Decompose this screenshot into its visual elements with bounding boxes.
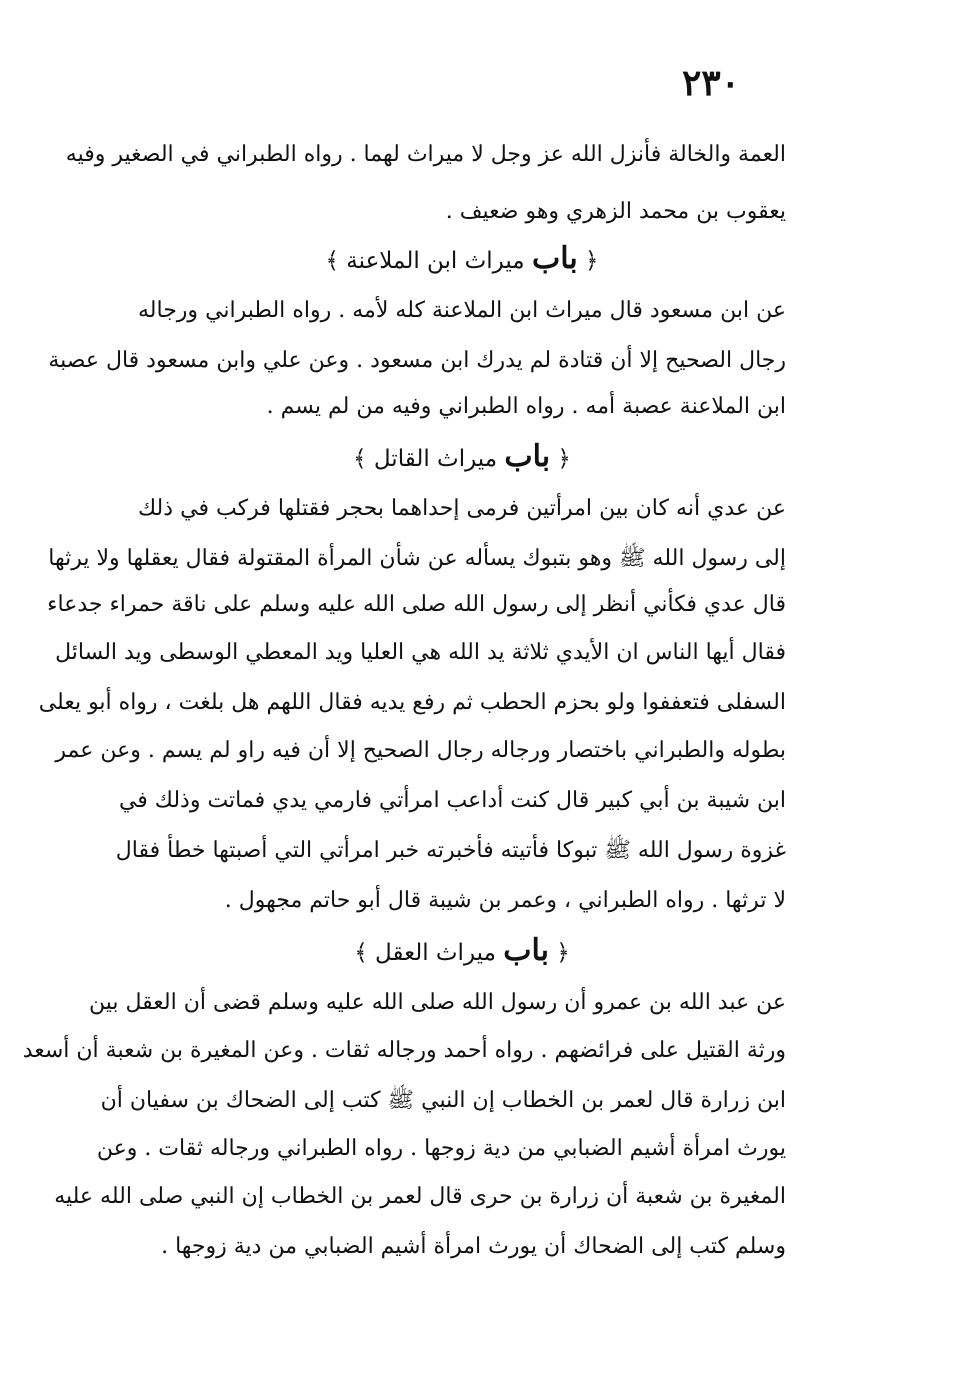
text-line: العمة والخالة فأنزل الله عز وجل لا ميراث لهما . رواه الطبراني في الصغير وفيه <box>65 142 786 167</box>
text-line: السفلى فتعففوا ولو بحزم الحطب ثم رفع يديه فقال اللهم هل بلغت ، رواه أبو يعلى <box>38 690 786 715</box>
text-line: يعقوب بن محمد الزهري وهو ضعيف . <box>445 199 786 224</box>
heading-open-bracket: ﴿ <box>557 446 571 472</box>
text-line: عن عدي أنه كان بين امرأتين فرمى إحداهما بحجر فقتلها فركب في ذلك <box>138 496 786 521</box>
text-line: ابن الملاعنة عصبة أمه . رواه الطبراني وفيه من لم يسم . <box>266 394 786 419</box>
section-heading <box>138 234 786 284</box>
text-line: ابن زرارة قال لعمر بن الخطاب إن النبي ﷺ كتب إلى الضحاك بن سفيان أن <box>100 1088 786 1113</box>
page-number: ٢٣٠ <box>682 62 741 104</box>
text-line: يورث امرأة أشيم الضبابي من دية زوجها . رواه الطبراني ورجاله ثقات . وعن <box>96 1136 786 1161</box>
text-line: عن ابن مسعود قال ميراث ابن الملاعنة كله لأمه . رواه الطبراني ورجاله <box>138 298 786 323</box>
heading-bab: باب <box>504 439 551 474</box>
heading-close-bracket: ﴾ <box>325 248 339 274</box>
section-heading <box>138 432 786 482</box>
text-line: عن عبد الله بن عمرو أن رسول الله صلى الله عليه وسلم قضى أن العقل بين <box>89 990 786 1015</box>
text-line: وسلم كتب إلى الضحاك أن يورث امرأة أشيم الضبابي من دية زوجها . <box>161 1234 786 1259</box>
heading-close-bracket: ﴾ <box>353 446 367 472</box>
text-line: ابن شيبة بن أبي كبير قال كنت أداعب امرأتي فارمي يدي فماتت وذلك في <box>118 788 786 813</box>
text-line: ورثة القتيل على فرائضهم . رواه أحمد ورجاله ثقات . وعن المغيرة بن شعبة أن أسعد <box>22 1038 786 1063</box>
heading-bab: باب <box>531 241 578 276</box>
text-line: المغيرة بن شعبة أن زرارة بن حرى قال لعمر بن الخطاب إن النبي صلى الله عليه <box>54 1184 786 1209</box>
heading-open-bracket: ﴿ <box>585 248 599 274</box>
text-line: لا ترثها . رواه الطبراني ، وعمر بن شيبة قال أبو حاتم مجهول . <box>224 888 786 913</box>
heading-bab: باب <box>503 933 549 968</box>
heading-title: ميراث العقل <box>375 940 496 966</box>
heading-open-bracket: ﴿ <box>556 940 570 966</box>
text-line: غزوة رسول الله ﷺ تبوكا فأتيته فأخبرته خبر امرأتي التي أصبتها خطأ فقال <box>115 838 786 863</box>
text-line: إلى رسول الله ﷺ وهو بتبوك يسأله عن شأن المرأة المقتولة فقال يعقلها ولا يرثها <box>48 546 786 571</box>
heading-close-bracket: ﴾ <box>354 940 368 966</box>
section-heading <box>138 926 786 976</box>
text-line: بطوله والطبراني باختصار ورجاله رجال الصحيح إلا أن فيه راو لم يسم . وعن عمر <box>55 738 786 763</box>
heading-title: ميراث ابن الملاعنة <box>346 248 525 274</box>
text-line: فقال أيها الناس ان الأيدي ثلاثة يد الله هي العليا ويد المعطي الوسطى ويد السائل <box>55 640 786 665</box>
text-line: رجال الصحيح إلا أن قتادة لم يدرك ابن مسعود . وعن علي وابن مسعود قال عصبة <box>48 348 786 373</box>
heading-title: ميراث القاتل <box>373 446 498 472</box>
text-line: قال عدي فكأني أنظر إلى رسول الله صلى الله عليه وسلم على ناقة حمراء جدعاء <box>47 592 786 617</box>
